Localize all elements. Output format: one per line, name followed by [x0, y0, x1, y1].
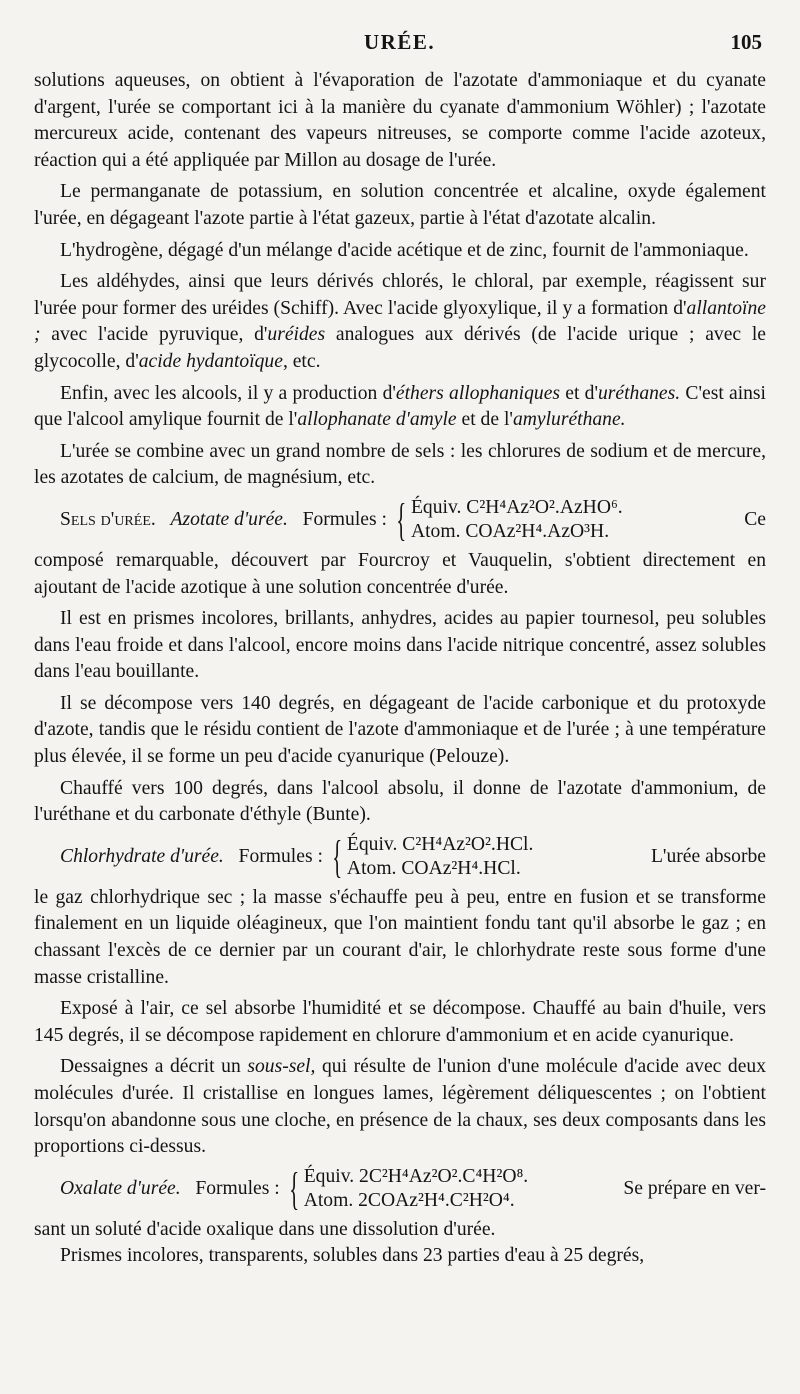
- compound-name-oxalate: Oxalate d'urée.: [60, 1177, 181, 1199]
- formula-equiv: Équiv. 2C²H⁴Az²O².C⁴H²O⁸.: [303, 1165, 529, 1187]
- paragraph-11: le gaz chlorhydrique sec ; la masse s'échauffe peu à peu, entre en fusion et se transforme finalement en un liquide oléagineux, que l'on maintient fondu tant qu'il absorbe le gaz ; en chassant l'excès de ce dernier par un courant d'air, le chlorhydrate reste sous forme d'une masse cristalline.: [34, 886, 766, 988]
- compound-name-azotate: Azotate d'urée.: [170, 508, 288, 530]
- formula-equiv: Équiv. C²H⁴Az²O².AzHO⁶.: [410, 496, 623, 518]
- paragraph-13: Dessaignes a décrit un sous-sel, qui résulte de l'union d'une molécule d'acide avec deux molécules d'urée. Il cristallise en longues lames, légèrement déliquescentes ; on l'obtient lorsqu'on abandonne sous une cloche, en présence de la chaux, ses deux composants dans les proportions ci-dessus.: [34, 1056, 767, 1158]
- paragraph-12: Exposé à l'air, ce sel absorbe l'humidité et se décompose. Chauffé au bain d'huile, vers 145 degrés, il se décompose rapidement en chlorure d'ammonium et en acide cyanurique.: [34, 998, 766, 1046]
- paragraph-4: Les aldéhydes, ainsi que leurs dérivés chlorés, le chloral, par exemple, réagissent sur l'urée pour former des uréides (Schiff). Avec l'acide glyoxylique, il y a formation d'allantoïne ; avec l'acide pyruvique, d'uréides analogues aux dérivés (de l'acide urique ; avec le glycocolle, d'acide hydantoïque, etc.: [34, 271, 766, 372]
- paragraph-10: Chauffé vers 100 degrés, dans l'alcool absolu, il donne de l'azotate d'ammonium, de l'uréthane et du carbonate d'éthyle (Bunte).: [34, 777, 766, 826]
- page-number: 105: [730, 30, 762, 54]
- paragraph-5: Enfin, avec les alcools, il y a production d'éthers allophaniques et d'uréthanes. C'est ainsi que l'alcool amylique fournit de l'allophanate d'amyle et de l'amyluréthane.: [34, 382, 766, 431]
- paragraph-7: composé remarquable, découvert par Fourcroy et Vauquelin, s'obtient directement en ajoutant de l'acide azotique à une solution concentrée d'urée.: [34, 549, 766, 598]
- formula-oxalate: Oxalate d'urée. Formules : { Équiv. 2C²H⁴Az²O².C⁴H²O⁸. Atom. 2COAz²H⁴.C²H²O⁴. Se prépare en ver-: [60, 1162, 766, 1214]
- paragraph-15: Prismes incolores, transparents, solubles dans 23 parties d'eau à 25 degrés,: [60, 1245, 645, 1267]
- formula-atom: Atom. COAz²H⁴.HCl.: [346, 857, 521, 879]
- paragraph-3: L'hydrogène, dégagé d'un mélange d'acide acétique et de zinc, fournit de l'ammoniaque.: [60, 239, 749, 261]
- brace-icon: {: [289, 1162, 299, 1214]
- paragraph-14: sant un soluté d'acide oxalique dans une dissolution d'urée.: [34, 1218, 496, 1240]
- formula-chlorhydrate: Chlorhydrate d'urée. Formules : { Équiv. C²H⁴Az²O².HCl. Atom. COAz²H⁴.HCl. L'urée absorbe: [60, 830, 766, 882]
- formula-atom: Atom. COAz²H⁴.AzO³H.: [410, 520, 610, 542]
- brace-icon: {: [332, 830, 343, 882]
- section-label-sels: Sels d'urée.: [60, 508, 156, 530]
- paragraph-8: Il est en prismes incolores, brillants, anhydres, acides au papier tournesol, peu solubles dans l'eau froide et dans l'alcool, encore moins dans l'acide nitrique concentré, assez solubles dans l'eau bouillante.: [34, 608, 766, 683]
- formula-equiv: Équiv. C²H⁴Az²O².HCl.: [346, 833, 534, 855]
- formula-azotate: Sels d'urée. Azotate d'urée. Formules : { Équiv. C²H⁴Az²O².AzHO⁶. Atom. COAz²H⁴.AzO³H. Ce: [60, 493, 766, 545]
- compound-name-chlorhydrate: Chlorhydrate d'urée.: [60, 845, 224, 867]
- paragraph-9: Il se décompose vers 140 degrés, en dégageant de l'acide carbonique et du protoxyde d'azote, tandis que le résidu contient de l'azote d'ammoniaque et de l'urée ; à une température plus élevée, il se forme un peu d'acide cyanurique (Pelouze).: [34, 692, 766, 768]
- book-page: [34, 0, 766, 1394]
- paragraph-1: solutions aqueuses, on obtient à l'évaporation de l'azotate d'ammoniaque et du cyanate d'argent, l'urée se comportant ici à la manière du cyanate d'ammonium Wöhler) ; l'azotate mercureux acide, contenant des vapeurs nitreuses, se comporte comme l'acide azoteux, réaction qui a été appliquée par Millon au dosage de l'urée.: [34, 70, 766, 171]
- page-header: [34, 30, 766, 58]
- brace-icon: {: [396, 493, 407, 545]
- page-body: [34, 68, 766, 1270]
- formula-atom: Atom. 2COAz²H⁴.C²H²O⁴.: [303, 1189, 515, 1211]
- running-title: URÉE.: [364, 30, 436, 54]
- paragraph-6: L'urée se combine avec un grand nombre de sels : les chlorures de sodium et de mercure, les azotates de calcium, de magnésium, etc.: [34, 440, 766, 489]
- paragraph-2: Le permanganate de potassium, en solution concentrée et alcaline, oxyde également l'urée, en dégageant l'azote partie à l'état gazeux, partie à l'état d'azotate alcalin.: [34, 181, 766, 229]
